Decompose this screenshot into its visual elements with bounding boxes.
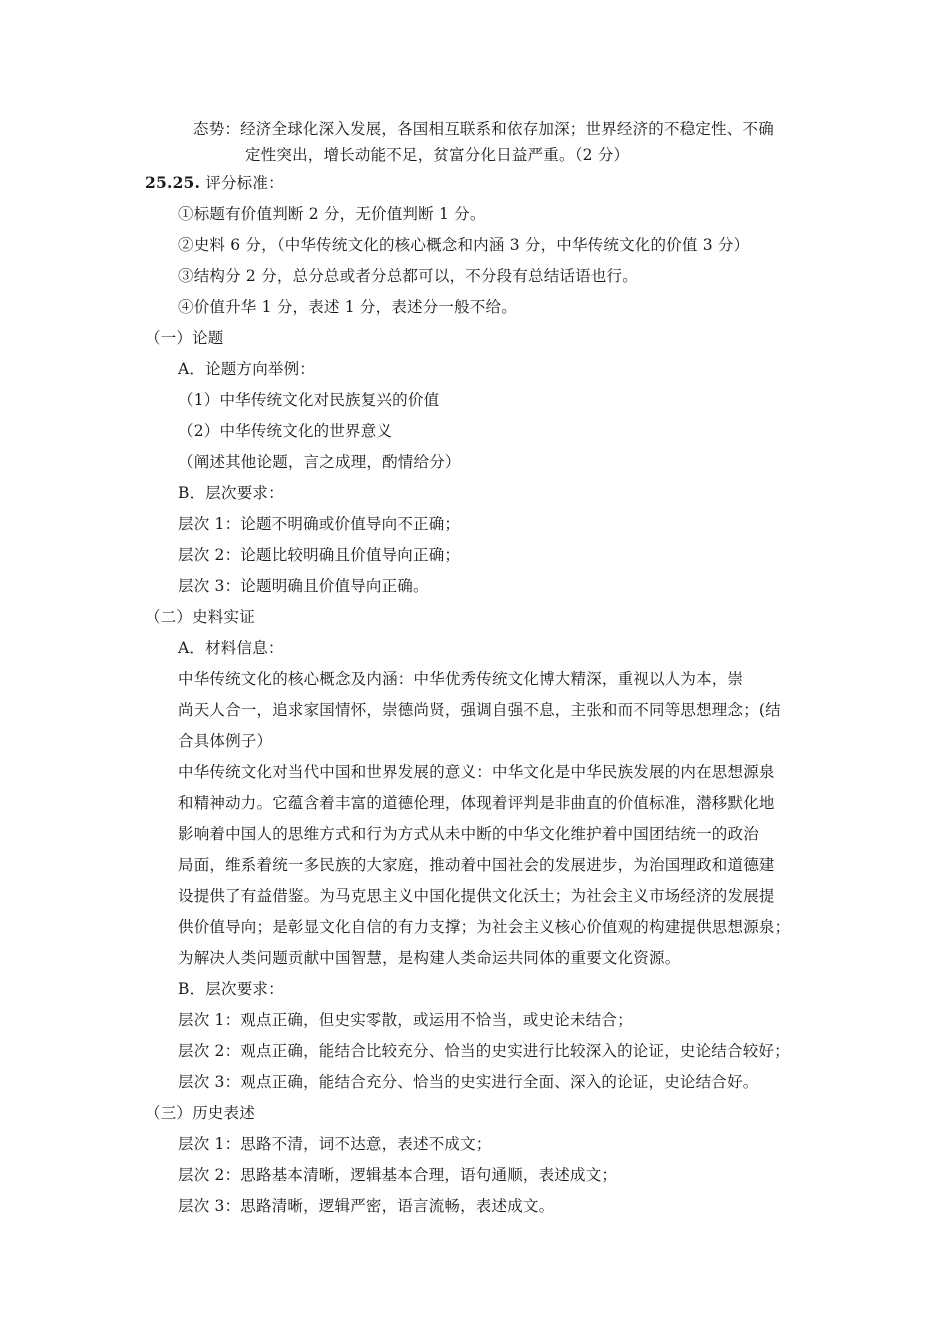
topic-level: 层次 2：论题比较明确且价值导向正确； [178, 546, 461, 564]
topic-example: （1）中华传统文化对民族复兴的价值 [178, 391, 440, 409]
material-paragraph-line: 尚天人合一，追求家国情怀，崇德尚贤，强调自强不息，主张和而不同等思想理念；(结 [178, 701, 781, 719]
material-paragraph-line: 供价值导向；是彰显文化自信的有力支撑；为社会主义核心价值观的构建提供思想源泉； [178, 918, 791, 936]
topic-examples-label: A．论题方向举例： [178, 360, 315, 378]
topic-level: 层次 1：论题不明确或价值导向不正确； [178, 515, 461, 533]
expression-level: 层次 1：思路不清，词不达意，表述不成文； [178, 1135, 492, 1153]
question-number: 25.25. [145, 173, 201, 192]
criteria-item: ②史料 6 分，（中华传统文化的核心概念和内涵 3 分，中华传统文化的价值 3 分） [178, 236, 750, 254]
question-title: 评分标准： [205, 174, 284, 192]
section-heading-topic: （一）论题 [145, 329, 224, 347]
criteria-item: ③结构分 2 分，总分总或者分总都可以，不分段有总结话语也行。 [178, 267, 638, 285]
topic-example: （阐述其他论题，言之成理，酌情给分） [178, 453, 461, 471]
topic-example: （2）中华传统文化的世界意义 [178, 422, 393, 440]
section-heading-expression: （三）历史表述 [145, 1104, 255, 1122]
evidence-level: 层次 3：观点正确，能结合充分、恰当的史实进行全面、深入的论证，史论结合好。 [178, 1073, 759, 1091]
material-paragraph-line: 合具体例子） [178, 732, 273, 750]
criteria-item: ④价值升华 1 分，表述 1 分，表述分一般不给。 [178, 298, 517, 316]
question-header [145, 173, 284, 193]
section-heading-evidence: （二）史料实证 [145, 608, 255, 626]
trend-line-2: 定性突出，增长动能不足，贫富分化日益严重。（2 分） [245, 146, 630, 164]
evidence-levels-label: B．层次要求： [178, 980, 284, 998]
trend-line-1: 态势：经济全球化深入发展，各国相互联系和依存加深；世界经济的不稳定性、不确 [193, 120, 774, 138]
evidence-level: 层次 1：观点正确，但史实零散，或运用不恰当，或史论未结合； [178, 1011, 633, 1029]
expression-level: 层次 3：思路清晰，逻辑严密，语言流畅，表述成文。 [178, 1197, 555, 1215]
material-info-label: A．材料信息： [178, 639, 284, 657]
evidence-level: 层次 2：观点正确，能结合比较充分、恰当的史实进行比较深入的论证，史论结合较好； [178, 1042, 790, 1060]
material-paragraph-line: 影响着中国人的思维方式和行为方式从未中断的中华文化维护着中国团结统一的政治 [178, 825, 759, 843]
material-paragraph-line: 中华传统文化的核心概念及内涵：中华优秀传统文化博大精深，重视以人为本，崇 [178, 670, 744, 688]
material-paragraph-line: 和精神动力。它蕴含着丰富的道德伦理，体现着评判是非曲直的价值标准，潜移默化地 [178, 794, 775, 812]
topic-level: 层次 3：论题明确且价值导向正确。 [178, 577, 429, 595]
material-paragraph-line: 设提供了有益借鉴。为马克思主义中国化提供文化沃土；为社会主义市场经济的发展提 [178, 887, 775, 905]
expression-level: 层次 2：思路基本清晰，逻辑基本合理，语句通顺，表述成文； [178, 1166, 618, 1184]
material-paragraph-line: 局面，维系着统一多民族的大家庭，推动着中国社会的发展进步，为治国理政和道德建 [178, 856, 775, 874]
material-paragraph-line: 中华传统文化对当代中国和世界发展的意义：中华文化是中华民族发展的内在思想源泉 [178, 763, 775, 781]
material-paragraph-line: 为解决人类问题贡献中国智慧，是构建人类命运共同体的重要文化资源。 [178, 949, 681, 967]
topic-levels-label: B．层次要求： [178, 484, 284, 502]
criteria-item: ①标题有价值判断 2 分，无价值判断 1 分。 [178, 205, 486, 223]
